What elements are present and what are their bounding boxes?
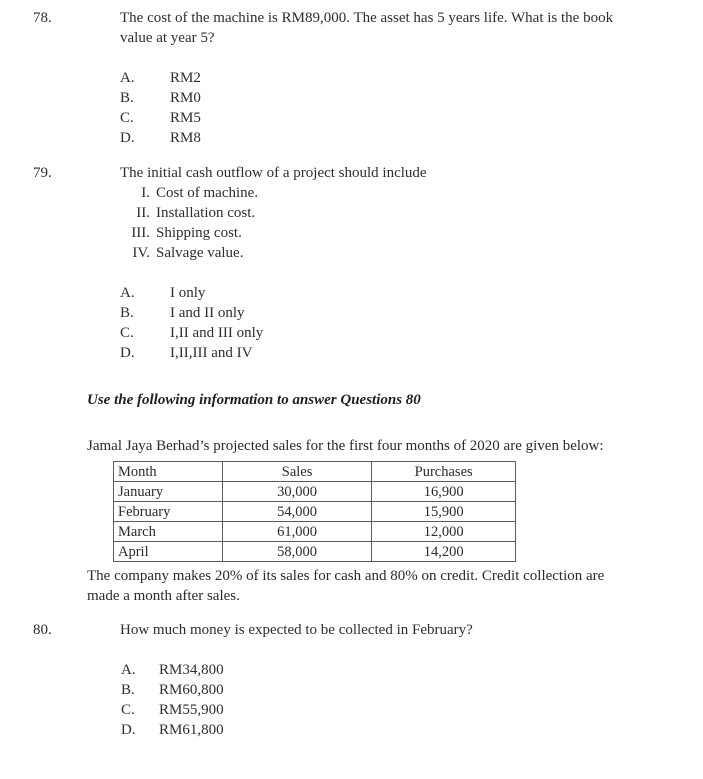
option-text: RM2 <box>170 70 201 86</box>
cell-sales: 54,000 <box>222 502 372 522</box>
sales-purchases-table <box>113 461 516 562</box>
table-header-purchases: Purchases <box>372 462 516 482</box>
question-79 <box>33 163 673 363</box>
question-80-option-d[interactable] <box>121 720 673 740</box>
option-text: I,II,III and IV <box>170 345 253 361</box>
question-80-number: 80. <box>33 622 52 638</box>
question-79-roman-list <box>120 183 673 263</box>
cell-sales: 58,000 <box>222 542 372 562</box>
question-78-stem-line-2: value at year 5? <box>120 30 215 46</box>
question-78-options <box>120 68 673 148</box>
roman-numeral: IV. <box>132 245 150 261</box>
roman-item-iii <box>120 223 673 243</box>
table-note-line-1: The company makes 20% of its sales for cash and 80% on credit. Credit collection are <box>87 568 605 584</box>
question-80-options <box>121 660 673 740</box>
question-79-option-a[interactable] <box>120 283 673 303</box>
option-letter: B. <box>120 90 134 106</box>
info-block-heading: Use the following information to answer Questions 80 <box>87 392 421 408</box>
roman-text: Cost of machine. <box>156 185 259 201</box>
info-block-intro: Jamal Jaya Berhad’s projected sales for the first four months of 2020 are given below: <box>87 438 604 454</box>
option-text: RM34,800 <box>159 662 224 678</box>
option-text: RM60,800 <box>159 682 224 698</box>
cell-month: April <box>114 542 223 562</box>
option-text: RM0 <box>170 90 201 106</box>
roman-numeral: II. <box>136 205 150 221</box>
roman-text: Shipping cost. <box>156 225 242 241</box>
option-letter: C. <box>121 702 135 718</box>
cell-sales: 61,000 <box>222 522 372 542</box>
table-header-month: Month <box>114 462 223 482</box>
option-letter: A. <box>120 285 135 301</box>
option-letter: A. <box>121 662 136 678</box>
question-78-option-a[interactable] <box>120 68 673 88</box>
question-79-option-c[interactable] <box>120 323 673 343</box>
table-note <box>87 566 687 606</box>
cell-purchases: 15,900 <box>372 502 516 522</box>
table-header-row <box>114 462 516 482</box>
table-row <box>114 482 516 502</box>
question-78-number: 78. <box>33 10 52 26</box>
option-letter: A. <box>120 70 135 86</box>
cell-purchases: 14,200 <box>372 542 516 562</box>
option-text: I,II and III only <box>170 325 264 341</box>
roman-text: Salvage value. <box>156 245 244 261</box>
question-79-stem-line-1: The initial cash outflow of a project should include <box>120 165 427 181</box>
option-letter: C. <box>120 325 134 341</box>
cell-purchases: 16,900 <box>372 482 516 502</box>
option-letter: B. <box>120 305 134 321</box>
question-80 <box>33 620 673 740</box>
question-79-options <box>120 283 673 363</box>
table-row <box>114 542 516 562</box>
table-row <box>114 522 516 542</box>
cell-purchases: 12,000 <box>372 522 516 542</box>
roman-item-ii <box>120 203 673 223</box>
question-78-option-c[interactable] <box>120 108 673 128</box>
option-text: RM55,900 <box>159 702 224 718</box>
table-row <box>114 502 516 522</box>
question-78-option-b[interactable] <box>120 88 673 108</box>
option-text: I only <box>170 285 206 301</box>
option-letter: D. <box>120 130 135 146</box>
question-79-option-b[interactable] <box>120 303 673 323</box>
cell-month: February <box>114 502 223 522</box>
question-80-option-b[interactable] <box>121 680 673 700</box>
cell-month: January <box>114 482 223 502</box>
question-79-option-d[interactable] <box>120 343 673 363</box>
option-text: I and II only <box>170 305 245 321</box>
roman-text: Installation cost. <box>156 205 256 221</box>
option-letter: B. <box>121 682 135 698</box>
table-note-line-2: made a month after sales. <box>87 588 240 604</box>
question-78-option-d[interactable] <box>120 128 673 148</box>
option-text: RM8 <box>170 130 201 146</box>
roman-numeral: III. <box>131 225 150 241</box>
question-80-option-c[interactable] <box>121 700 673 720</box>
question-80-stem-line-1: How much money is expected to be collected in February? <box>120 622 473 638</box>
option-letter: D. <box>121 722 136 738</box>
question-78-stem-line-1: The cost of the machine is RM89,000. The asset has 5 years life. What is the book <box>120 10 614 26</box>
option-letter: C. <box>120 110 134 126</box>
question-79-number: 79. <box>33 165 52 181</box>
option-letter: D. <box>120 345 135 361</box>
roman-numeral: I. <box>141 185 150 201</box>
option-text: RM61,800 <box>159 722 224 738</box>
cell-month: March <box>114 522 223 542</box>
option-text: RM5 <box>170 110 201 126</box>
question-78 <box>33 8 673 148</box>
cell-sales: 30,000 <box>222 482 372 502</box>
question-80-option-a[interactable] <box>121 660 673 680</box>
roman-item-i <box>120 183 673 203</box>
roman-item-iv <box>120 243 673 263</box>
table-header-sales: Sales <box>222 462 372 482</box>
